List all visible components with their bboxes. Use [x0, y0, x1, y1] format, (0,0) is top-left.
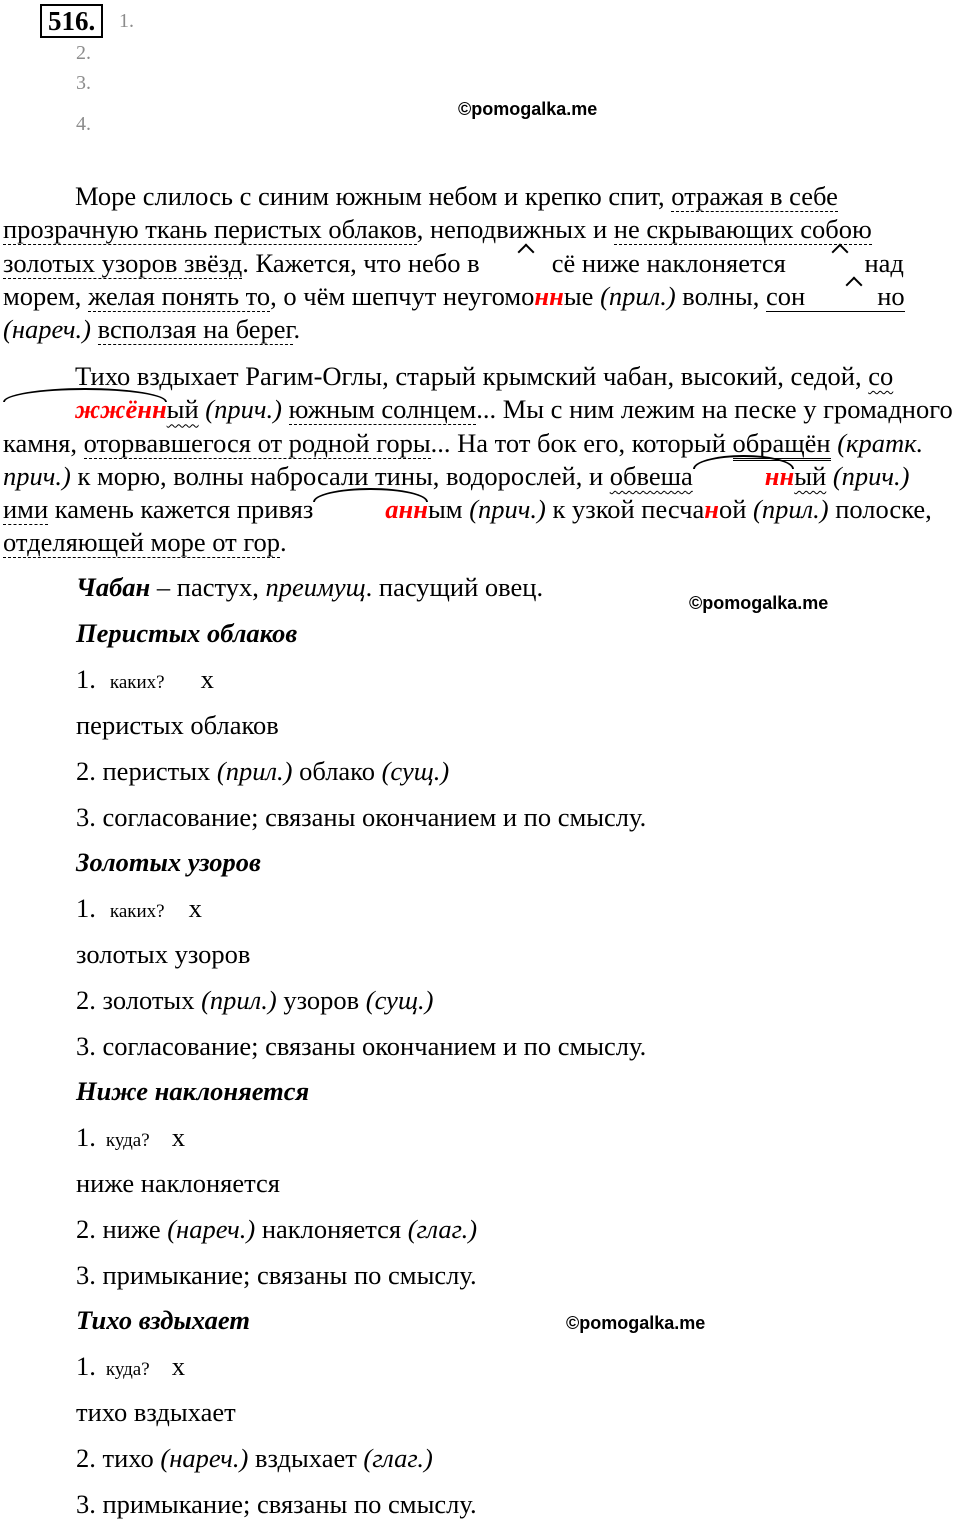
text-fragment: полоске, [828, 494, 932, 525]
adverbial-phrase: всползая на берег [97, 314, 294, 345]
dependent-word: ими [3, 494, 49, 525]
text-fragment: к морю, волны набросали тины, водорослей, и [70, 460, 610, 491]
text-fragment [282, 394, 289, 424]
question-line: 1. каких? х [76, 664, 214, 694]
section-heading: Ниже наклоняется [76, 1076, 310, 1106]
line-number: 1. [119, 10, 134, 32]
text-fragment: . Кажется, что небо [242, 247, 468, 278]
parts-line: 2. ниже (нареч.) наклоняется (глаг.) [76, 1214, 478, 1244]
watermark: ©pomogalka.me [458, 99, 598, 119]
underlined-word: сон но [766, 281, 905, 312]
root-mark: сё [480, 247, 576, 280]
participial-phrase: отделяющей море от гор [3, 527, 281, 558]
part-of-speech-note: (прич.) [832, 460, 910, 491]
section-heading: Перистых облаков [76, 618, 298, 648]
definition-text: . пасущий овец. [365, 572, 544, 602]
question-line: 1. куда? х [76, 1122, 185, 1152]
text-fragment [91, 314, 98, 344]
parts-line: 2. перистых (прил.) облако (сущ.) [76, 756, 450, 786]
definition-term: Чабан [76, 572, 151, 602]
link-type-line: 3. примыкание; связаны по смыслу. [76, 1489, 477, 1519]
text-fragment: к узкой песча [545, 494, 705, 525]
part-of-speech-note: (нареч.) [3, 314, 91, 345]
definition-text: – пастух, [150, 572, 266, 602]
text-fragment: ниже наклоняется [575, 247, 793, 278]
text-fragment: камень кажется привяз [48, 494, 314, 525]
text-fragment: ... На тот бок его, который [430, 427, 733, 458]
parts-line: 2. тихо (нареч.) вздыхает (глаг.) [76, 1443, 433, 1473]
text-fragment: д [890, 247, 904, 278]
section-heading: Золотых узоров [76, 847, 261, 877]
highlighted-letters: анн [313, 493, 428, 526]
text-fragment: ой [718, 494, 753, 525]
participle: обвеша нный [610, 461, 826, 491]
text-fragment: , неподвижных и [416, 214, 614, 245]
dependent-words: южным солнцем [288, 394, 477, 425]
phrase-line: золотых узоров [76, 939, 251, 969]
text-fragment: Тихо вздыхает Рагим-Оглы, старый крымский чабан, высокий, седой, [75, 361, 869, 391]
definition-abbrev: преимущ [265, 572, 366, 602]
text-fragment: ... Мы с ним лежим на песке у громадного камня, [3, 394, 953, 458]
question-line: 1. куда? х [76, 1351, 185, 1381]
part-of-speech-note: (прил.) [600, 280, 676, 311]
part-of-speech-note: (прич.) [469, 494, 546, 525]
text-fragment: ые [563, 280, 601, 311]
watermark: ©pomogalka.me [689, 593, 829, 613]
line-number: 4. [76, 113, 91, 135]
phrase-line: ниже наклоняется [76, 1168, 280, 1198]
predicate: обращён [733, 428, 831, 461]
prefix-mark: на [792, 247, 890, 280]
text-fragment: Море слилось с синим южным небом и крепко спит, [75, 181, 672, 211]
text-fragment: . [293, 314, 301, 345]
link-type-line: 3. примыкание; связаны по смыслу. [76, 1260, 477, 1290]
line-number: 2. [76, 42, 91, 64]
participial-phrase: оторвавшегося от родной горы [83, 427, 431, 458]
participial-phrase: отражая в себе прозрачную ткань перистых облаков [3, 181, 838, 245]
parts-line: 2. золотых (прил.) узоров (сущ.) [76, 985, 434, 1015]
phrase-line: тихо вздыхает [76, 1397, 236, 1427]
section-heading: Тихо вздыхает [76, 1305, 250, 1335]
text-paragraph-2 [3, 360, 958, 560]
line-number: 3. [76, 72, 91, 94]
link-type-line: 3. согласование; связаны окончанием и по смыслу. [76, 802, 647, 832]
text-fragment [826, 461, 833, 491]
text-fragment: в [467, 247, 480, 278]
question-line: 1. каких? х [76, 893, 202, 923]
link-type-line: 3. согласование; связаны окончанием и по смыслу. [76, 1031, 647, 1061]
adverbial-phrase: желая понять то [88, 280, 271, 311]
highlighted-letters: нн [534, 280, 564, 311]
text-fragment: , о чём шепчут неугомо [270, 280, 535, 311]
text-paragraph-1 [3, 180, 958, 346]
watermark: ©pomogalka.me [566, 1313, 706, 1333]
highlighted-letters: н [704, 494, 719, 525]
phrase-line: перистых облаков [76, 710, 279, 740]
participial-phrase: не скрывающих собою золотых узоров звёзд [3, 214, 872, 278]
part-of-speech-note: (прил.) [753, 494, 829, 525]
participle: сожжённый [3, 361, 893, 424]
text-fragment: . [280, 527, 287, 558]
exercise-number: 516. [40, 4, 103, 38]
part-of-speech-note: (прич.) [205, 394, 282, 425]
definition-line [76, 572, 543, 603]
text-fragment: волны, [675, 280, 766, 311]
text-fragment: морем, [3, 280, 89, 311]
text-fragment: ым [427, 494, 470, 525]
part-of-speech-note: (кратк. прич.) [3, 427, 924, 491]
